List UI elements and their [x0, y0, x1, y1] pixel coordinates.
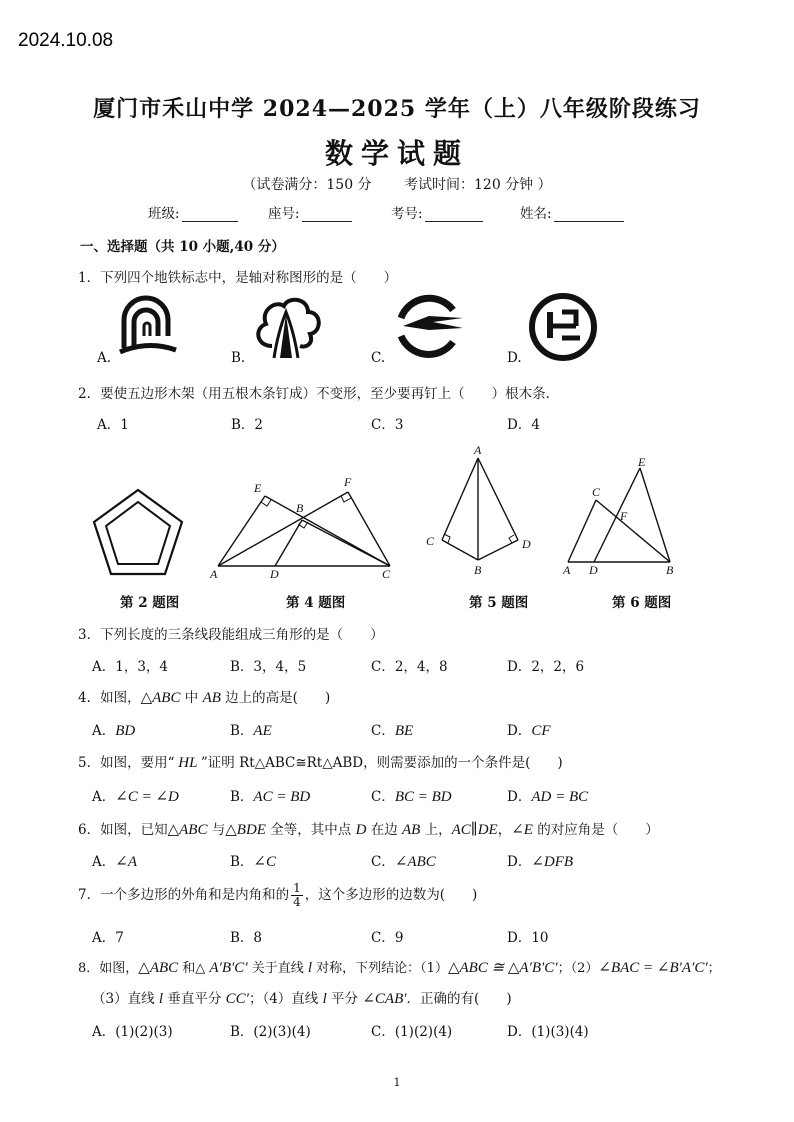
question-8-line-1: 8．如图，△ABC 和△ A′B′C′ 关于直线 l 对称，下列结论：（1）△ABC ≅ △A′B′C′；（2）∠BAC = ∠B′A′C′；	[78, 960, 721, 976]
question-6: 6．如图，已知△ABC 与△BDE 全等，其中点 D 在边 AB 上，AC∥DE，∠E 的对应角是（ ）	[78, 822, 659, 838]
class-field[interactable]: 班级:	[148, 202, 238, 222]
fig4-label-c: C	[382, 567, 391, 581]
name-field[interactable]: 姓名:	[520, 202, 624, 222]
metro-logo-b-icon	[252, 292, 324, 360]
q7-option-c[interactable]: C．9	[371, 930, 404, 946]
fig4-label-f: F	[344, 475, 352, 489]
q6-option-c[interactable]: C．∠ABC	[371, 854, 436, 870]
fig4-label-b: B	[296, 501, 304, 515]
q4-option-b[interactable]: B．AE	[230, 723, 272, 739]
fig4-label-d: D	[270, 567, 279, 581]
figure-6	[558, 452, 688, 580]
fig5-label-d: D	[522, 537, 531, 551]
q8-option-a[interactable]: A．(1)(2)(3)	[92, 1024, 173, 1040]
metro-logo-d-icon	[528, 292, 598, 362]
caption-figure-5: 第 5 题图	[469, 595, 529, 611]
question-7: 7．一个多边形的外角和是内角和的 $\frac{1}{4}$ ，这个多边形的边数为( )	[78, 881, 478, 909]
fig6-label-e: E	[638, 455, 646, 469]
q3-option-d[interactable]: D．2，2，6	[507, 659, 585, 675]
school-title: 厦门市禾山中学 2024—2025 学年（上）八年级阶段练习	[93, 96, 701, 122]
q8-option-c[interactable]: C．(1)(2)(4)	[371, 1024, 453, 1040]
pentagon-figure	[88, 480, 188, 580]
fig6-label-c: C	[592, 485, 601, 499]
q8-option-d[interactable]: D．(1)(3)(4)	[507, 1024, 589, 1040]
q2-option-d[interactable]: D．4	[507, 417, 540, 433]
seat-field[interactable]: 座号:	[268, 202, 352, 222]
q7-option-d[interactable]: D．10	[507, 930, 549, 946]
fig6-label-f: F	[620, 509, 628, 523]
question-3: 3．下列长度的三条线段能组成三角形的是（ ）	[78, 627, 384, 643]
q4-option-d[interactable]: D．CF	[507, 723, 551, 739]
question-2: 2．要使五边形木架（用五根木条钉成）不变形，至少要再钉上（ ）根木条.	[78, 386, 550, 402]
question-4: 4．如图，△ABC 中 AB 边上的高是( )	[78, 690, 331, 706]
q1-option-d[interactable]: D.	[507, 350, 522, 366]
caption-figure-2: 第 2 题图	[120, 595, 180, 611]
fig5-label-a: A	[474, 443, 482, 457]
fig5-label-c: C	[426, 534, 435, 548]
exam-number-field[interactable]: 考号:	[391, 202, 483, 222]
fig4-label-e: E	[254, 481, 262, 495]
q3-option-a[interactable]: A．1，3，4	[92, 659, 169, 675]
question-1: 1．下列四个地铁标志中，是轴对称图形的是（ ）	[78, 270, 398, 286]
q2-option-a[interactable]: A．1	[97, 417, 129, 433]
fig6-label-a: A	[563, 563, 571, 577]
exam-meta	[0, 174, 794, 194]
figure-5	[420, 442, 540, 580]
q3-option-b[interactable]: B．3，4，5	[230, 659, 307, 675]
caption-figure-6: 第 6 题图	[612, 595, 672, 611]
q5-option-a[interactable]: A．∠C = ∠D	[92, 789, 179, 805]
q5-option-b[interactable]: B．AC = BD	[230, 789, 311, 805]
q6-option-d[interactable]: D．∠DFB	[507, 854, 574, 870]
q8-option-b[interactable]: B．(2)(3)(4)	[230, 1024, 311, 1040]
q7-option-a[interactable]: A．7	[92, 930, 124, 946]
question-5: 5．如图，要用“ HL ”证明 Rt△ABC≅Rt△ABD，则需要添加的一个条件是( )	[78, 755, 563, 771]
fig6-label-b: B	[666, 563, 674, 577]
fraction-one-quarter: $\frac{1}{4}$	[293, 881, 301, 909]
date-stamp: 2024.10.08	[18, 30, 114, 51]
caption-figure-4: 第 4 题图	[286, 595, 346, 611]
subject-title: 数学试题	[324, 137, 469, 170]
exam-time: 考试时间：120 分钟 ）	[404, 177, 552, 193]
q6-option-a[interactable]: A．∠A	[92, 854, 137, 870]
metro-logo-a-icon	[118, 292, 178, 358]
q1-option-b[interactable]: B.	[231, 350, 246, 366]
metro-logo-c-icon	[393, 292, 465, 360]
q6-option-b[interactable]: B．∠C	[230, 854, 276, 870]
q1-option-c[interactable]: C.	[371, 350, 386, 366]
q2-option-c[interactable]: C．3	[371, 417, 404, 433]
q4-option-a[interactable]: A．BD	[92, 723, 136, 739]
q2-option-b[interactable]: B．2	[231, 417, 264, 433]
figure-4	[210, 474, 400, 584]
page-number: 1	[393, 1076, 401, 1089]
q1-option-a[interactable]: A.	[97, 350, 112, 366]
q4-option-c[interactable]: C．BE	[371, 723, 414, 739]
question-8-line-2: （3）直线 l 垂直平分 CC′；（4）直线 l 平分 ∠CAB′．正确的有( )	[92, 991, 512, 1007]
fig4-label-a: A	[210, 567, 218, 581]
fig6-label-d: D	[589, 563, 598, 577]
q5-option-c[interactable]: C．BC = BD	[371, 789, 452, 805]
full-score: （试卷满分：150 分	[242, 177, 372, 193]
fig5-label-b: B	[474, 563, 482, 577]
q3-option-c[interactable]: C．2，4，8	[371, 659, 448, 675]
q5-option-d[interactable]: D．AD = BC	[507, 789, 589, 805]
q7-option-b[interactable]: B．8	[230, 930, 263, 946]
section-heading: 一、选择题（共 10 小题,40 分）	[80, 239, 285, 255]
